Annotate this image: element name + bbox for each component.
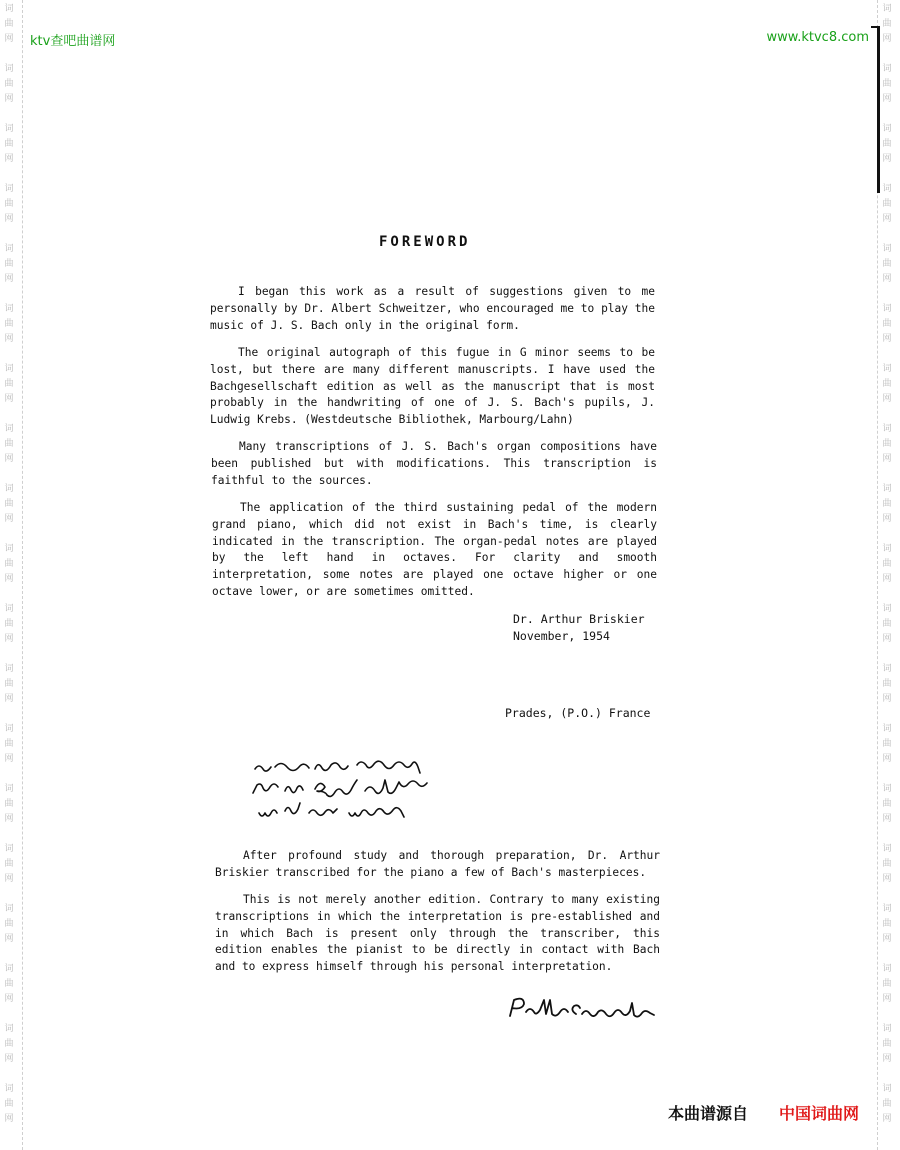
watermark-glyph: 曲 bbox=[4, 739, 14, 749]
signature-stroke-first bbox=[510, 999, 568, 1016]
inscription-line-1-stroke bbox=[255, 761, 420, 773]
watermark-glyph-group bbox=[880, 422, 894, 467]
watermark-glyph: 网 bbox=[882, 1054, 892, 1064]
watermark-glyph: 曲 bbox=[882, 739, 892, 749]
watermark-glyph: 词 bbox=[882, 184, 892, 194]
right-watermark-strip bbox=[877, 0, 900, 1150]
watermark-glyph-group bbox=[2, 122, 16, 167]
watermark-glyph: 曲 bbox=[4, 619, 14, 629]
site-name-left[interactable]: ktv查吧曲谱网 bbox=[30, 34, 116, 49]
watermark-glyph: 曲 bbox=[4, 259, 14, 269]
handwritten-inscription bbox=[245, 755, 465, 825]
watermark-glyph: 曲 bbox=[4, 79, 14, 89]
watermark-glyph: 网 bbox=[4, 34, 14, 44]
watermark-glyph: 词 bbox=[882, 244, 892, 254]
watermark-glyph: 网 bbox=[882, 1114, 892, 1124]
foreword-heading: FOREWORD bbox=[379, 234, 471, 250]
watermark-glyph-group bbox=[2, 662, 16, 707]
watermark-glyph: 网 bbox=[882, 514, 892, 524]
watermark-glyph-group bbox=[2, 242, 16, 287]
watermark-glyph: 曲 bbox=[882, 1099, 892, 1109]
footer-brand-link[interactable]: 中国词曲网 bbox=[779, 1104, 860, 1123]
watermark-glyph: 网 bbox=[4, 574, 14, 584]
watermark-glyph: 词 bbox=[882, 1024, 892, 1034]
watermark-glyph-group bbox=[2, 182, 16, 227]
inscription-line-2-stroke bbox=[253, 780, 427, 796]
watermark-glyph: 词 bbox=[882, 424, 892, 434]
watermark-glyph: 词 bbox=[4, 364, 14, 374]
watermark-glyph-group bbox=[880, 62, 894, 107]
watermark-glyph: 曲 bbox=[4, 559, 14, 569]
foreword-paragraph-4: The application of the third sustaining pedal of the modern grand piano, which did not exist in Bach's time, is clearly indicated in the transcription. The organ-pedal notes are played by the left hand in octaves. For clarity and smooth interpretation, some notes are played one octave higher or one octave lower, or are sometimes omitted. bbox=[212, 501, 657, 598]
watermark-glyph: 曲 bbox=[882, 559, 892, 569]
watermark-glyph: 曲 bbox=[882, 199, 892, 209]
foreword-date: November, 1954 bbox=[513, 629, 610, 643]
watermark-glyph: 词 bbox=[4, 544, 14, 554]
watermark-glyph-group bbox=[880, 1082, 894, 1127]
watermark-glyph: 网 bbox=[4, 694, 14, 704]
watermark-glyph: 词 bbox=[882, 964, 892, 974]
watermark-glyph: 词 bbox=[4, 124, 14, 134]
watermark-glyph: 网 bbox=[882, 34, 892, 44]
watermark-glyph: 曲 bbox=[4, 499, 14, 509]
site-url-right[interactable]: www.ktvc8.com bbox=[766, 30, 869, 45]
watermark-glyph-group bbox=[2, 722, 16, 767]
watermark-glyph: 曲 bbox=[4, 859, 14, 869]
watermark-glyph-group bbox=[2, 1082, 16, 1127]
watermark-glyph-group bbox=[2, 482, 16, 527]
watermark-glyph-group bbox=[2, 542, 16, 587]
watermark-glyph: 网 bbox=[4, 634, 14, 644]
watermark-glyph-group bbox=[2, 62, 16, 107]
watermark-glyph: 曲 bbox=[4, 979, 14, 989]
foreword-paragraph-3: Many transcriptions of J. S. Bach's organ compositions have been published but with modifications. This transcription is faithful to the sources. bbox=[211, 440, 657, 487]
watermark-glyph-group bbox=[880, 362, 894, 407]
watermark-glyph: 网 bbox=[4, 214, 14, 224]
watermark-glyph-group bbox=[880, 662, 894, 707]
watermark-glyph: 曲 bbox=[4, 799, 14, 809]
watermark-glyph: 网 bbox=[882, 634, 892, 644]
watermark-glyph-group bbox=[880, 842, 894, 887]
watermark-glyph: 词 bbox=[882, 844, 892, 854]
watermark-glyph: 词 bbox=[4, 1084, 14, 1094]
watermark-glyph-group bbox=[2, 362, 16, 407]
watermark-glyph: 曲 bbox=[882, 79, 892, 89]
foreword-place: Prades, (P.O.) France bbox=[505, 706, 651, 720]
watermark-glyph-group bbox=[2, 602, 16, 647]
watermark-glyph-group bbox=[880, 902, 894, 947]
watermark-glyph: 曲 bbox=[882, 859, 892, 869]
foreword-paragraph-2: The original autograph of this fugue in G minor seems to be lost, but there are many different manuscripts. I have used the Bachgesellschaft edition as well as the manuscript that is most probably in the handwriting of one of J. S. Bach's pupils, J. Ludwig Krebs. (Westdeutsche Bibliothek, Marbourg/Lahn) bbox=[210, 346, 655, 427]
foreword-author: Dr. Arthur Briskier bbox=[513, 612, 645, 626]
watermark-glyph: 词 bbox=[882, 4, 892, 14]
watermark-glyph: 网 bbox=[882, 694, 892, 704]
watermark-glyph: 词 bbox=[882, 1084, 892, 1094]
watermark-glyph-group bbox=[2, 962, 16, 1007]
watermark-glyph: 网 bbox=[882, 754, 892, 764]
watermark-glyph: 曲 bbox=[4, 1039, 14, 1049]
watermark-glyph: 曲 bbox=[882, 799, 892, 809]
watermark-glyph: 词 bbox=[882, 304, 892, 314]
watermark-glyph: 曲 bbox=[882, 19, 892, 29]
watermark-glyph-group bbox=[880, 122, 894, 167]
watermark-glyph: 曲 bbox=[882, 679, 892, 689]
watermark-glyph: 网 bbox=[4, 94, 14, 104]
watermark-glyph: 网 bbox=[882, 874, 892, 884]
watermark-glyph: 词 bbox=[4, 184, 14, 194]
watermark-glyph: 网 bbox=[4, 154, 14, 164]
watermark-glyph: 词 bbox=[4, 1024, 14, 1034]
foreword-paragraph-1: I began this work as a result of suggestions given to me personally by Dr. Albert Schweitzer, who encouraged me to play the music of J. S. Bach only in the original form. bbox=[210, 285, 655, 332]
watermark-glyph: 网 bbox=[4, 394, 14, 404]
watermark-glyph-group bbox=[880, 602, 894, 647]
watermark-glyph: 网 bbox=[4, 814, 14, 824]
watermark-glyph: 网 bbox=[4, 1114, 14, 1124]
watermark-glyph: 网 bbox=[882, 94, 892, 104]
watermark-glyph: 曲 bbox=[4, 679, 14, 689]
watermark-glyph-group bbox=[880, 722, 894, 767]
watermark-glyph-group bbox=[880, 962, 894, 1007]
watermark-glyph: 曲 bbox=[882, 979, 892, 989]
watermark-glyph: 曲 bbox=[4, 199, 14, 209]
watermark-glyph: 曲 bbox=[4, 19, 14, 29]
watermark-glyph: 词 bbox=[4, 604, 14, 614]
watermark-glyph: 网 bbox=[882, 334, 892, 344]
watermark-glyph: 网 bbox=[882, 814, 892, 824]
watermark-glyph-group bbox=[880, 482, 894, 527]
watermark-glyph: 网 bbox=[4, 874, 14, 884]
watermark-glyph: 曲 bbox=[882, 919, 892, 929]
watermark-glyph-group bbox=[2, 422, 16, 467]
watermark-glyph: 曲 bbox=[4, 1099, 14, 1109]
watermark-glyph-group bbox=[880, 2, 894, 47]
casals-paragraph-1: After profound study and thorough preparation, Dr. Arthur Briskier transcribed for the piano a few of Bach's masterpieces. bbox=[215, 849, 660, 879]
watermark-glyph-group bbox=[880, 242, 894, 287]
watermark-glyph: 网 bbox=[882, 994, 892, 1004]
watermark-glyph: 曲 bbox=[4, 439, 14, 449]
watermark-glyph: 词 bbox=[882, 124, 892, 134]
watermark-glyph-group bbox=[2, 842, 16, 887]
watermark-glyph: 词 bbox=[4, 484, 14, 494]
watermark-glyph: 词 bbox=[882, 724, 892, 734]
watermark-glyph: 网 bbox=[882, 574, 892, 584]
left-watermark-strip bbox=[0, 0, 23, 1150]
watermark-glyph: 网 bbox=[882, 394, 892, 404]
watermark-glyph-group bbox=[2, 902, 16, 947]
watermark-glyph: 词 bbox=[882, 544, 892, 554]
watermark-glyph: 词 bbox=[4, 244, 14, 254]
watermark-glyph: 网 bbox=[4, 994, 14, 1004]
watermark-glyph: 词 bbox=[882, 364, 892, 374]
casals-paragraph-2: This is not merely another edition. Contrary to many existing transcriptions in which the interpretation is pre-established and in which Bach is present only through the transcriber, this edition enables the pianist to be directly in contact with Bach and to express himself through his personal interpretation. bbox=[215, 893, 660, 974]
watermark-glyph: 网 bbox=[882, 934, 892, 944]
watermark-glyph: 词 bbox=[882, 64, 892, 74]
watermark-glyph: 网 bbox=[4, 334, 14, 344]
inscription-line-3-stroke bbox=[259, 803, 404, 817]
watermark-glyph: 词 bbox=[4, 844, 14, 854]
watermark-glyph: 词 bbox=[4, 664, 14, 674]
casals-signature bbox=[500, 992, 660, 1026]
watermark-glyph: 词 bbox=[4, 64, 14, 74]
watermark-glyph: 词 bbox=[882, 484, 892, 494]
watermark-glyph: 曲 bbox=[882, 499, 892, 509]
footer-source-label: 本曲谱源自 bbox=[668, 1104, 749, 1123]
watermark-glyph: 曲 bbox=[882, 439, 892, 449]
watermark-glyph: 曲 bbox=[882, 1039, 892, 1049]
watermark-glyph-group bbox=[2, 1022, 16, 1067]
watermark-glyph: 词 bbox=[4, 784, 14, 794]
page-edge-bracket bbox=[871, 26, 880, 193]
watermark-glyph: 曲 bbox=[882, 139, 892, 149]
watermark-glyph-group bbox=[880, 1022, 894, 1067]
watermark-glyph: 词 bbox=[4, 304, 14, 314]
watermark-glyph: 网 bbox=[4, 1054, 14, 1064]
watermark-glyph: 网 bbox=[4, 514, 14, 524]
watermark-glyph: 词 bbox=[882, 664, 892, 674]
watermark-glyph: 网 bbox=[4, 934, 14, 944]
watermark-glyph: 网 bbox=[882, 214, 892, 224]
watermark-glyph: 曲 bbox=[4, 139, 14, 149]
watermark-glyph: 词 bbox=[882, 904, 892, 914]
watermark-glyph: 曲 bbox=[4, 319, 14, 329]
watermark-glyph: 网 bbox=[882, 154, 892, 164]
watermark-glyph: 曲 bbox=[882, 619, 892, 629]
watermark-glyph: 网 bbox=[4, 754, 14, 764]
watermark-glyph-group bbox=[2, 782, 16, 827]
watermark-glyph: 网 bbox=[4, 454, 14, 464]
watermark-glyph: 词 bbox=[4, 964, 14, 974]
watermark-glyph: 网 bbox=[4, 274, 14, 284]
watermark-glyph-group bbox=[880, 182, 894, 227]
watermark-glyph: 曲 bbox=[882, 379, 892, 389]
watermark-glyph-group bbox=[880, 302, 894, 347]
watermark-glyph: 词 bbox=[4, 724, 14, 734]
watermark-glyph-group bbox=[880, 782, 894, 827]
watermark-glyph-group bbox=[2, 302, 16, 347]
watermark-glyph: 网 bbox=[882, 274, 892, 284]
watermark-glyph-group bbox=[2, 2, 16, 47]
watermark-glyph-group bbox=[880, 542, 894, 587]
signature-stroke-second bbox=[572, 1003, 654, 1017]
watermark-glyph: 曲 bbox=[4, 919, 14, 929]
watermark-glyph: 曲 bbox=[882, 319, 892, 329]
watermark-glyph: 词 bbox=[882, 784, 892, 794]
watermark-glyph: 曲 bbox=[882, 259, 892, 269]
watermark-glyph: 词 bbox=[882, 604, 892, 614]
watermark-glyph: 词 bbox=[4, 4, 14, 14]
watermark-glyph: 词 bbox=[4, 904, 14, 914]
watermark-glyph: 词 bbox=[4, 424, 14, 434]
watermark-glyph: 曲 bbox=[4, 379, 14, 389]
watermark-glyph: 网 bbox=[882, 454, 892, 464]
